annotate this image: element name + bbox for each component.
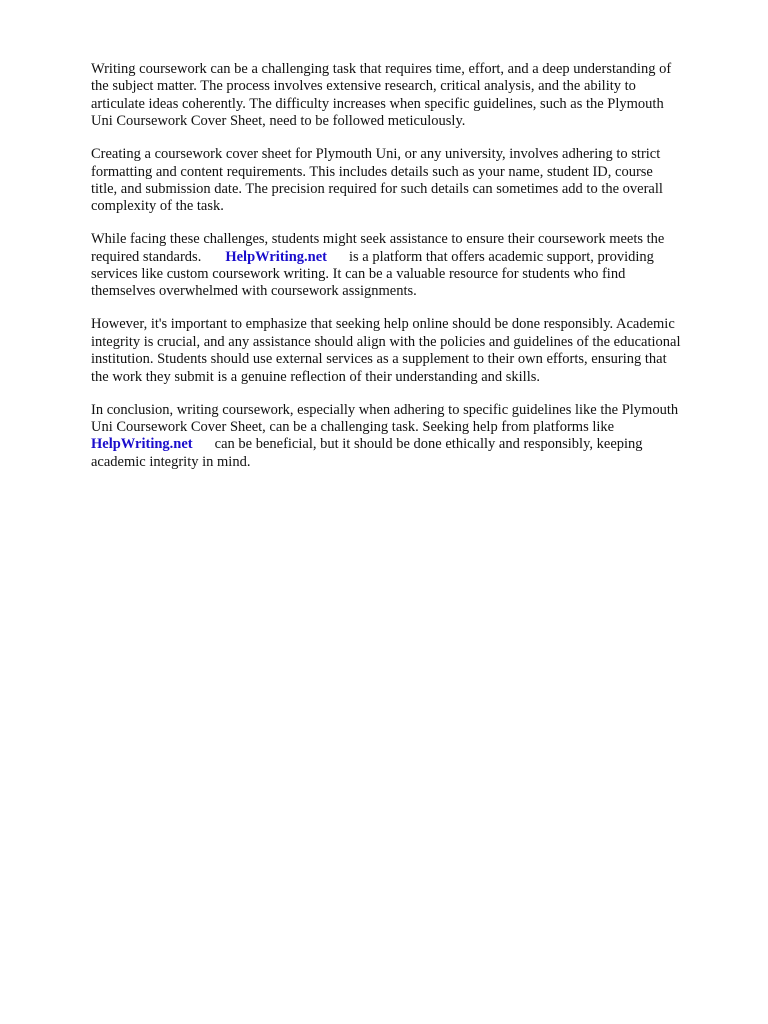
paragraph-line: academic integrity in mind. xyxy=(91,453,251,470)
paragraph-line: Creating a coursework cover sheet for Plymouth Uni, or any university, involves adhering to strict xyxy=(91,146,661,163)
paragraph-line: formatting and content requirements. This includes details such as your name, student ID, course xyxy=(91,163,653,180)
paragraph-line-with-link xyxy=(91,249,731,266)
paragraph-line: integrity is crucial, and any assistance should align with the policies and guidelines of the educational xyxy=(91,333,681,350)
paragraph-line: articulate ideas coherently. The difficulty increases when specific guidelines, such as the Plymouth xyxy=(91,95,664,112)
document-page xyxy=(91,61,731,487)
paragraph-line: institution. Students should use external services as a supplement to their own efforts, ensuring that xyxy=(91,351,667,368)
paragraph-line: Uni Coursework Cover Sheet, can be a challenging task. Seeking help from platforms like xyxy=(91,418,615,435)
paragraph-line: services like custom coursework writing. It can be a valuable resource for students who find xyxy=(91,266,626,283)
paragraph-line: complexity of the task. xyxy=(91,198,224,215)
paragraph-line: In conclusion, writing coursework, especially when adhering to specific guidelines like the Plymouth xyxy=(91,401,679,418)
paragraph-line: the work they submit is a genuine reflection of their understanding and skills. xyxy=(91,368,540,385)
paragraph-integrity xyxy=(91,316,731,386)
paragraph-line: Uni Coursework Cover Sheet, need to be followed meticulously. xyxy=(91,113,466,130)
paragraph-assistance xyxy=(91,231,731,301)
paragraph-line: themselves overwhelmed with coursework assignments. xyxy=(91,283,417,300)
paragraph-line: However, it's important to emphasize that seeking help online should be done responsibly. Academic xyxy=(91,316,675,333)
paragraph-line: While facing these challenges, students might seek assistance to ensure their coursework meets the xyxy=(91,231,665,248)
line-text-before-link: required standards. xyxy=(91,248,202,265)
paragraph-line-with-link xyxy=(91,436,731,453)
paragraph-intro xyxy=(91,61,731,131)
paragraph-cover-sheet xyxy=(91,146,731,216)
paragraph-line: the subject matter. The process involves extensive research, critical analysis, and the ability to xyxy=(91,78,636,95)
line-text-after-link: can be beneficial, but it should be done ethically and responsibly, keeping xyxy=(214,436,643,453)
helpwriting-link[interactable]: HelpWriting.net xyxy=(91,436,193,453)
helpwriting-link[interactable]: HelpWriting.net xyxy=(225,248,327,265)
paragraph-line: Writing coursework can be a challenging task that requires time, effort, and a deep understanding of xyxy=(91,61,672,77)
paragraph-line: title, and submission date. The precision required for such details can sometimes add to the overall xyxy=(91,180,663,197)
paragraph-conclusion xyxy=(91,402,731,472)
line-text-after-link: is a platform that offers academic support, providing xyxy=(348,248,654,265)
